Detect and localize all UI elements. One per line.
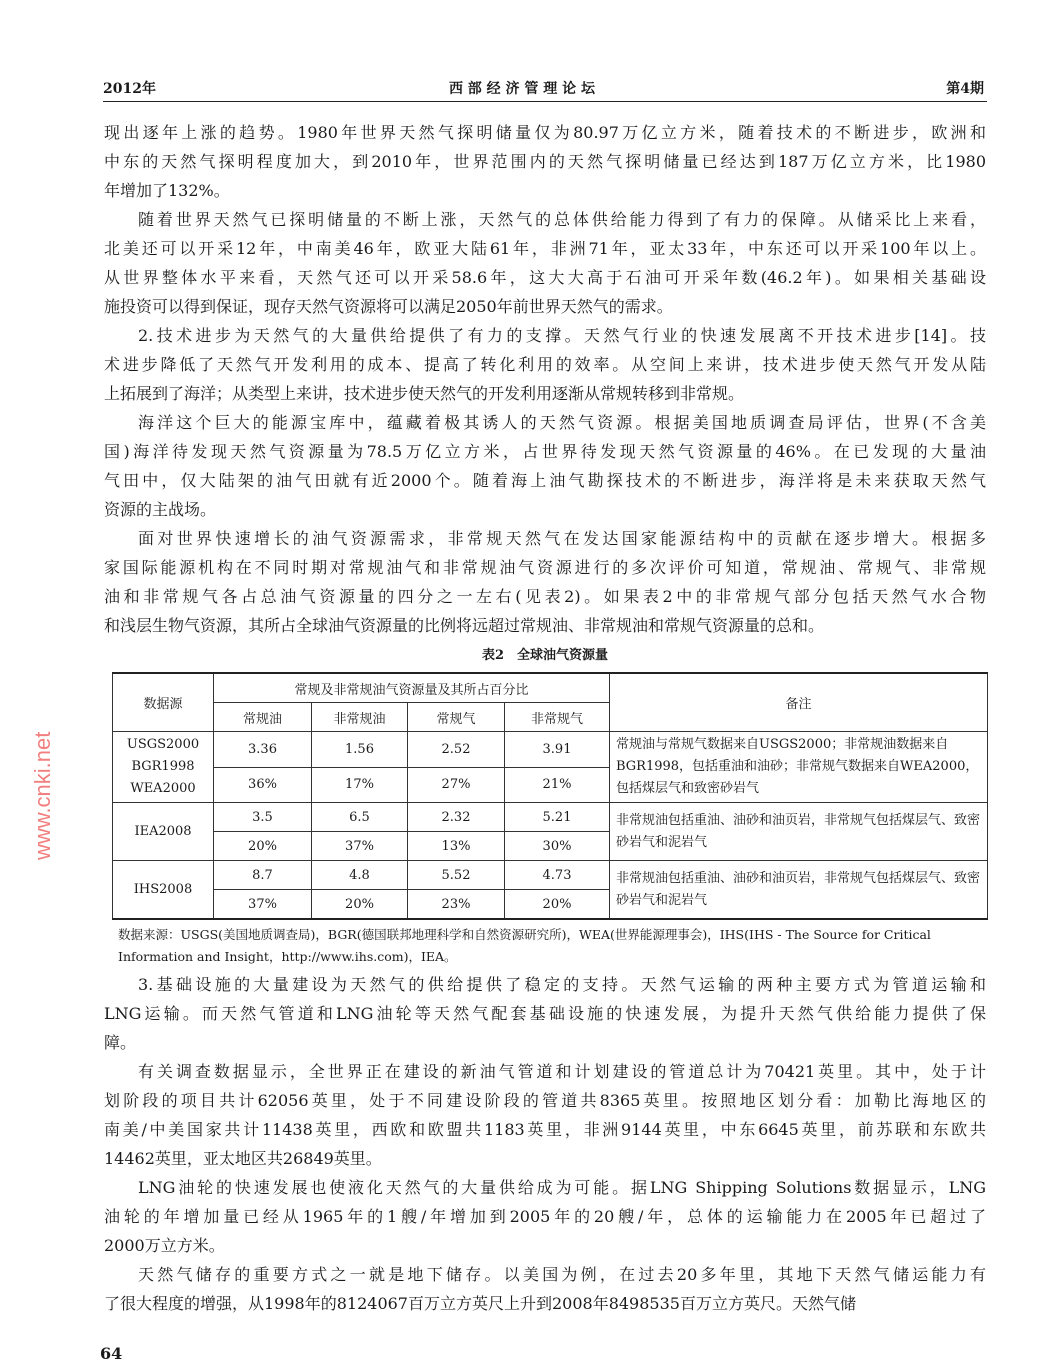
subcol-header: 非常规油 (312, 703, 408, 732)
header-year: 2012年 (103, 81, 156, 97)
text-line: 14462英里，亚太地区共26849英里。 (104, 1149, 382, 1168)
percent-cell: 20% (312, 890, 408, 920)
text-line: 划阶段的项目共计62056英里，处于不同建设阶段的管道共8365英里。按照地区划分看：加勒比海地区的 (104, 1091, 986, 1110)
text-line: 南美/中美国家共计11438英里，西欧和欧盟共1183英里，非洲9144英里，中东6645英里，前苏联和东欧共 (104, 1120, 986, 1139)
value-cell: 3.91 (505, 732, 610, 768)
col-note-header: 备注 (610, 673, 988, 732)
value-cell: 4.8 (312, 861, 408, 890)
text-line: 中东的天然气探明程度加大，到2010年，世界范围内的天然气探明储量已经达到187万亿立方米，比1980 (104, 152, 986, 171)
subcol-header: 常规油 (214, 703, 312, 732)
note-cell: 非常规油包括重油、油砂和油页岩，非常规气包括煤层气、致密砂岩气和泥岩气 (610, 861, 988, 920)
source-name: WEA2000 (130, 781, 196, 796)
percent-cell: 21% (505, 767, 610, 803)
text-line: 上拓展到了海洋；从类型上来讲，技术进步使天然气的开发利用逐渐从常规转移到非常规。 (104, 384, 745, 403)
percent-cell: 17% (312, 767, 408, 803)
table-row (113, 803, 988, 832)
table-source-note: 数据来源：USGS(美国地质调查局)，BGR(德国联邦地理科学和自然资源研究所)，WEA(世界能源理事会)，IHS(IHS - The Source for Critical Information and Insight，http://www.ihs.com)，IEA。 (118, 927, 931, 964)
page-number: 64 (100, 1344, 123, 1363)
text-line: 障。 (104, 1033, 137, 1052)
percent-cell: 37% (214, 890, 312, 920)
header-rule (103, 101, 987, 102)
text-line: 油和非常规气各占总油气资源量的四分之一左右(见表2)。如果表2中的非常规气部分包括天然气水合物 (104, 587, 986, 606)
percent-cell: 23% (408, 890, 505, 920)
text-line: 油轮的年增加量已经从1965年的1艘/年增加到2005年的20艘/年，总体的运输能力在2005年已超过了 (104, 1207, 986, 1226)
text-line: 施投资可以得到保证，现存天然气资源将可以满足2050年前世界天然气的需求。 (104, 297, 673, 316)
text-line: 有关调查数据显示，全世界正在建设的新油气管道和计划建设的管道总计为70421英里。其中，处于计 (138, 1062, 986, 1081)
source-cell (113, 803, 214, 861)
value-cell: 1.56 (312, 732, 408, 768)
percent-cell: 20% (214, 832, 312, 861)
text-line: 年增加了132%。 (104, 181, 230, 200)
text-line: 家国际能源机构在不同时期对常规油气和非常规油气资源进行的多次评价可知道，常规油、常规气、非常规 (104, 558, 986, 577)
source-name: IHS2008 (133, 881, 193, 897)
subcol-header: 非常规气 (505, 703, 610, 732)
value-cell: 4.73 (505, 861, 610, 890)
body-text-top (104, 118, 986, 640)
source-name: USGS2000 (126, 737, 200, 752)
text-line: 2000万立方米。 (104, 1236, 225, 1255)
table-caption: 表2 全球油气资源量 (481, 648, 609, 663)
table-row (113, 861, 988, 890)
percent-cell: 13% (408, 832, 505, 861)
percent-cell: 20% (505, 890, 610, 920)
value-cell: 3.5 (214, 803, 312, 832)
source-cell (113, 732, 214, 803)
value-cell: 2.52 (408, 732, 505, 768)
text-line: 天然气储存的重要方式之一就是地下储存。以美国为例，在过去20多年里，其地下天然气储运能力有 (138, 1265, 986, 1284)
source-name: IEA2008 (134, 823, 192, 839)
text-line: 资源的主战场。 (104, 500, 217, 519)
text-line: 气田中，仅大陆架的油气田就有近2000个。随着海上油气勘探技术的不断进步，海洋将是未来获取天然气 (104, 471, 986, 490)
text-line: 3.基础设施的大量建设为天然气的供给提供了稳定的支持。天然气运输的两种主要方式为管道运输和 (138, 975, 986, 994)
percent-cell: 27% (408, 767, 505, 803)
source-cell (113, 861, 214, 920)
group-header: 常规及非常规油气资源量及其所占百分比 (214, 673, 610, 703)
table-row (113, 732, 988, 768)
text-line: 术进步降低了天然气开发利用的成本、提高了转化利用的效率。从空间上来讲，技术进步使天然气开发从陆 (104, 355, 986, 374)
text-line: LNG油轮的快速发展也使液化天然气的大量供给成为可能。据LNG Shipping Solutions数据显示，LNG (138, 1178, 986, 1197)
journal-title: 西 部 经 济 管 理 论 坛 (448, 81, 596, 97)
col-source-header: 数据源 (113, 673, 214, 732)
source-name: BGR1998 (131, 759, 195, 774)
value-cell: 2.32 (408, 803, 505, 832)
percent-cell: 36% (214, 767, 312, 803)
watermark: www.cnki.net (30, 731, 55, 860)
value-cell: 8.7 (214, 861, 312, 890)
text-line: 国)海洋待发现天然气资源量为78.5万亿立方米，占世界待发现天然气资源量的46%。在已发现的大量油 (104, 442, 986, 461)
value-cell: 6.5 (312, 803, 408, 832)
text-line: 面对世界快速增长的油气资源需求，非常规天然气在发达国家能源结构中的贡献在逐步增大。根据多 (138, 529, 986, 548)
page-body (104, 118, 986, 1318)
value-cell: 3.36 (214, 732, 312, 768)
value-cell: 5.21 (505, 803, 610, 832)
percent-cell: 37% (312, 832, 408, 861)
text-line: 海洋这个巨大的能源宝库中，蕴藏着极其诱人的天然气资源。根据美国地质调查局评估，世界(不含美 (138, 413, 986, 432)
text-line: 了很大程度的增强，从1998年的8124067百万立方英尺上升到2008年8498535百万立方英尺。天然气储 (104, 1294, 856, 1313)
percent-cell: 30% (505, 832, 610, 861)
body-text-bottom (104, 970, 986, 1318)
text-line: 现出逐年上涨的趋势。1980年世界天然气探明储量仅为80.97万亿立方米，随着技术的不断进步，欧洲和 (104, 123, 986, 142)
text-line: 随着世界天然气已探明储量的不断上涨，天然气的总体供给能力得到了有力的保障。从储采比上来看， (138, 210, 986, 229)
text-line: 和浅层生物气资源，其所占全球油气资源量的比例将远超过常规油、非常规油和常规气资源量的总和。 (104, 616, 825, 635)
note-cell: 非常规油包括重油、油砂和油页岩，非常规气包括煤层气、致密砂岩气和泥岩气 (610, 803, 988, 861)
subcol-header: 常规气 (408, 703, 505, 732)
text-line: 2.技术进步为天然气的大量供给提供了有力的支撑。天然气行业的快速发展离不开技术进步[14]。技 (138, 326, 986, 345)
issue-number: 第4期 (946, 81, 984, 97)
text-line: LNG运输。而天然气管道和LNG油轮等天然气配套基础设施的快速发展，为提升天然气供给能力提供了保 (104, 1004, 986, 1023)
text-line: 北美还可以开采12年，中南美46年，欧亚大陆61年，非洲71年，亚太33年，中东还可以开采100年以上。 (104, 239, 986, 258)
note-cell: 常规油与常规气数据来自USGS2000；非常规油数据来自BGR1998，包括重油和油砂；非常规气数据来自WEA2000，包括煤层气和致密砂岩气 (610, 732, 988, 803)
text-line: 从世界整体水平来看，天然气还可以开采58.6年，这大大高于石油可开采年数(46.2年)。如果相关基础设 (104, 268, 986, 287)
resource-table (112, 672, 988, 920)
value-cell: 5.52 (408, 861, 505, 890)
